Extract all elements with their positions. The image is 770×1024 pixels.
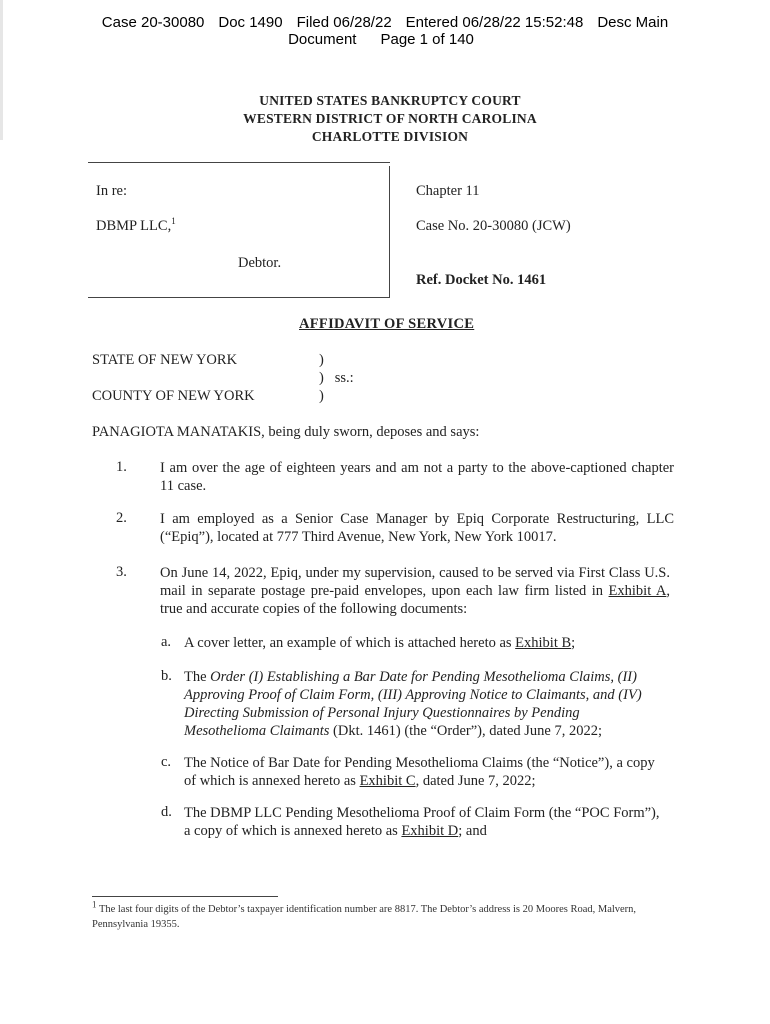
venue-paren-3: ): [319, 388, 324, 404]
item-d-pre: The DBMP LLC Pending Mesothelioma Proof of Claim Form (the “POC Form”), a copy of which is annexed hereto as: [184, 805, 660, 839]
caption-bottom-rule: [88, 297, 390, 298]
item-a-pre: A cover letter, an example of which is attached hereto as: [184, 635, 516, 651]
page-indicator: Page 1 of 140: [380, 31, 474, 48]
debtor-label: Debtor.: [238, 255, 282, 271]
caption-top-rule: [88, 162, 390, 163]
exhibit-d-reference: Exhibit D: [401, 823, 459, 839]
item-d-text: [184, 804, 660, 840]
item-c-post: , dated June 7, 2022;: [415, 773, 536, 789]
footnote-text: The last four digits of the Debtor’s taxpayer identification number are 8817. The Debtor’s address is 20 Moores Road, Malvern, Pennsylvania 19355.: [92, 904, 637, 930]
paragraph-3-text-a: On June 14, 2022, Epiq, under my supervision, caused to be served via First Class U.S. mail in separate postage pre-paid envelopes, upon each law firm listed in: [160, 565, 670, 599]
footnote-ref: 1: [171, 216, 176, 227]
debtor-name: [96, 218, 176, 235]
ref-docket: Ref. Docket No. 1461: [416, 272, 547, 288]
footnote-marker: 1: [92, 899, 97, 910]
ecf-header-line1: [0, 14, 770, 31]
item-d-post: ; and: [458, 823, 487, 839]
item-b-pre: The: [184, 669, 211, 685]
item-a-text: [184, 634, 660, 652]
paragraph-1-number: 1.: [116, 459, 127, 475]
entered-date: Entered 06/28/22 15:52:48: [405, 14, 584, 31]
paragraph-3-text: [160, 564, 670, 618]
venue-paren-1: ): [319, 352, 324, 368]
exhibit-a-reference: Exhibit A: [608, 583, 667, 599]
paragraph-3-number: 3.: [116, 564, 127, 580]
document-label: Document: [288, 31, 357, 48]
paragraph-3-text-b: , true and accurate copies of the following documents:: [160, 583, 670, 617]
debtor-name-text: DBMP LLC,: [96, 218, 172, 234]
item-c-pre: The Notice of Bar Date for Pending Mesothelioma Claims (the “Notice”), a copy of which is annexed hereto as: [184, 755, 655, 789]
item-c-letter: c.: [161, 754, 172, 770]
document-title: AFFIDAVIT OF SERVICE: [299, 316, 475, 332]
footnote-rule: [92, 896, 278, 897]
in-re-label: In re:: [96, 183, 127, 199]
court-name: UNITED STATES BANKRUPTCY COURT: [259, 93, 521, 108]
ecf-header-line2: [0, 31, 770, 48]
item-c-text: [184, 754, 660, 790]
court-heading: [0, 92, 770, 146]
paragraph-1-text: I am over the age of eighteen years and am not a party to the above-captioned chapter 11 case.: [160, 460, 674, 494]
item-b-text: [184, 668, 664, 740]
desc-main: Desc Main: [597, 14, 669, 31]
venue-county: COUNTY OF NEW YORK: [92, 388, 255, 404]
item-d-letter: d.: [161, 804, 172, 820]
case-no: Case No. 20-30080 (JCW): [416, 218, 571, 234]
venue-ss: ) ss.:: [319, 370, 354, 386]
paragraph-2-text: I am employed as a Senior Case Manager by Epiq Corporate Restructuring, LLC (“Epiq”), located at 777 Third Avenue, New York, New York 10017.: [160, 511, 674, 545]
item-b-letter: b.: [161, 668, 172, 684]
court-district: WESTERN DISTRICT OF NORTH CAROLINA: [243, 111, 537, 126]
chapter: Chapter 11: [416, 183, 480, 199]
caption-vertical-rule: [389, 166, 390, 298]
doc-number: Doc 1490: [218, 14, 283, 31]
item-b-order-title: Order (I) Establishing a Bar Date for Pending Mesothelioma Claims, (II) Approving Proof of Claim Form, (III) Approving Notice to Claimants, and (IV) Directing Submission of Personal Injury Questionnaires by Pending Mesothelioma Claimants: [184, 669, 642, 739]
case-number: Case 20-30080: [101, 14, 205, 31]
exhibit-b-reference: Exhibit B: [515, 635, 572, 651]
ecf-header: [0, 14, 770, 48]
venue-state: STATE OF NEW YORK: [92, 352, 238, 368]
item-b-post: (Dkt. 1461) (the “Order”), dated June 7, 2022;: [329, 723, 603, 739]
item-a-letter: a.: [161, 634, 172, 650]
affiant-intro: PANAGIOTA MANATAKIS, being duly sworn, deposes and says:: [92, 424, 480, 440]
exhibit-c-reference: Exhibit C: [359, 773, 416, 789]
paragraph-2-number: 2.: [116, 510, 127, 526]
filed-date: Filed 06/28/22: [296, 14, 392, 31]
footnote: [92, 899, 682, 932]
item-a-post: ;: [571, 635, 576, 651]
court-division: CHARLOTTE DIVISION: [311, 129, 469, 144]
